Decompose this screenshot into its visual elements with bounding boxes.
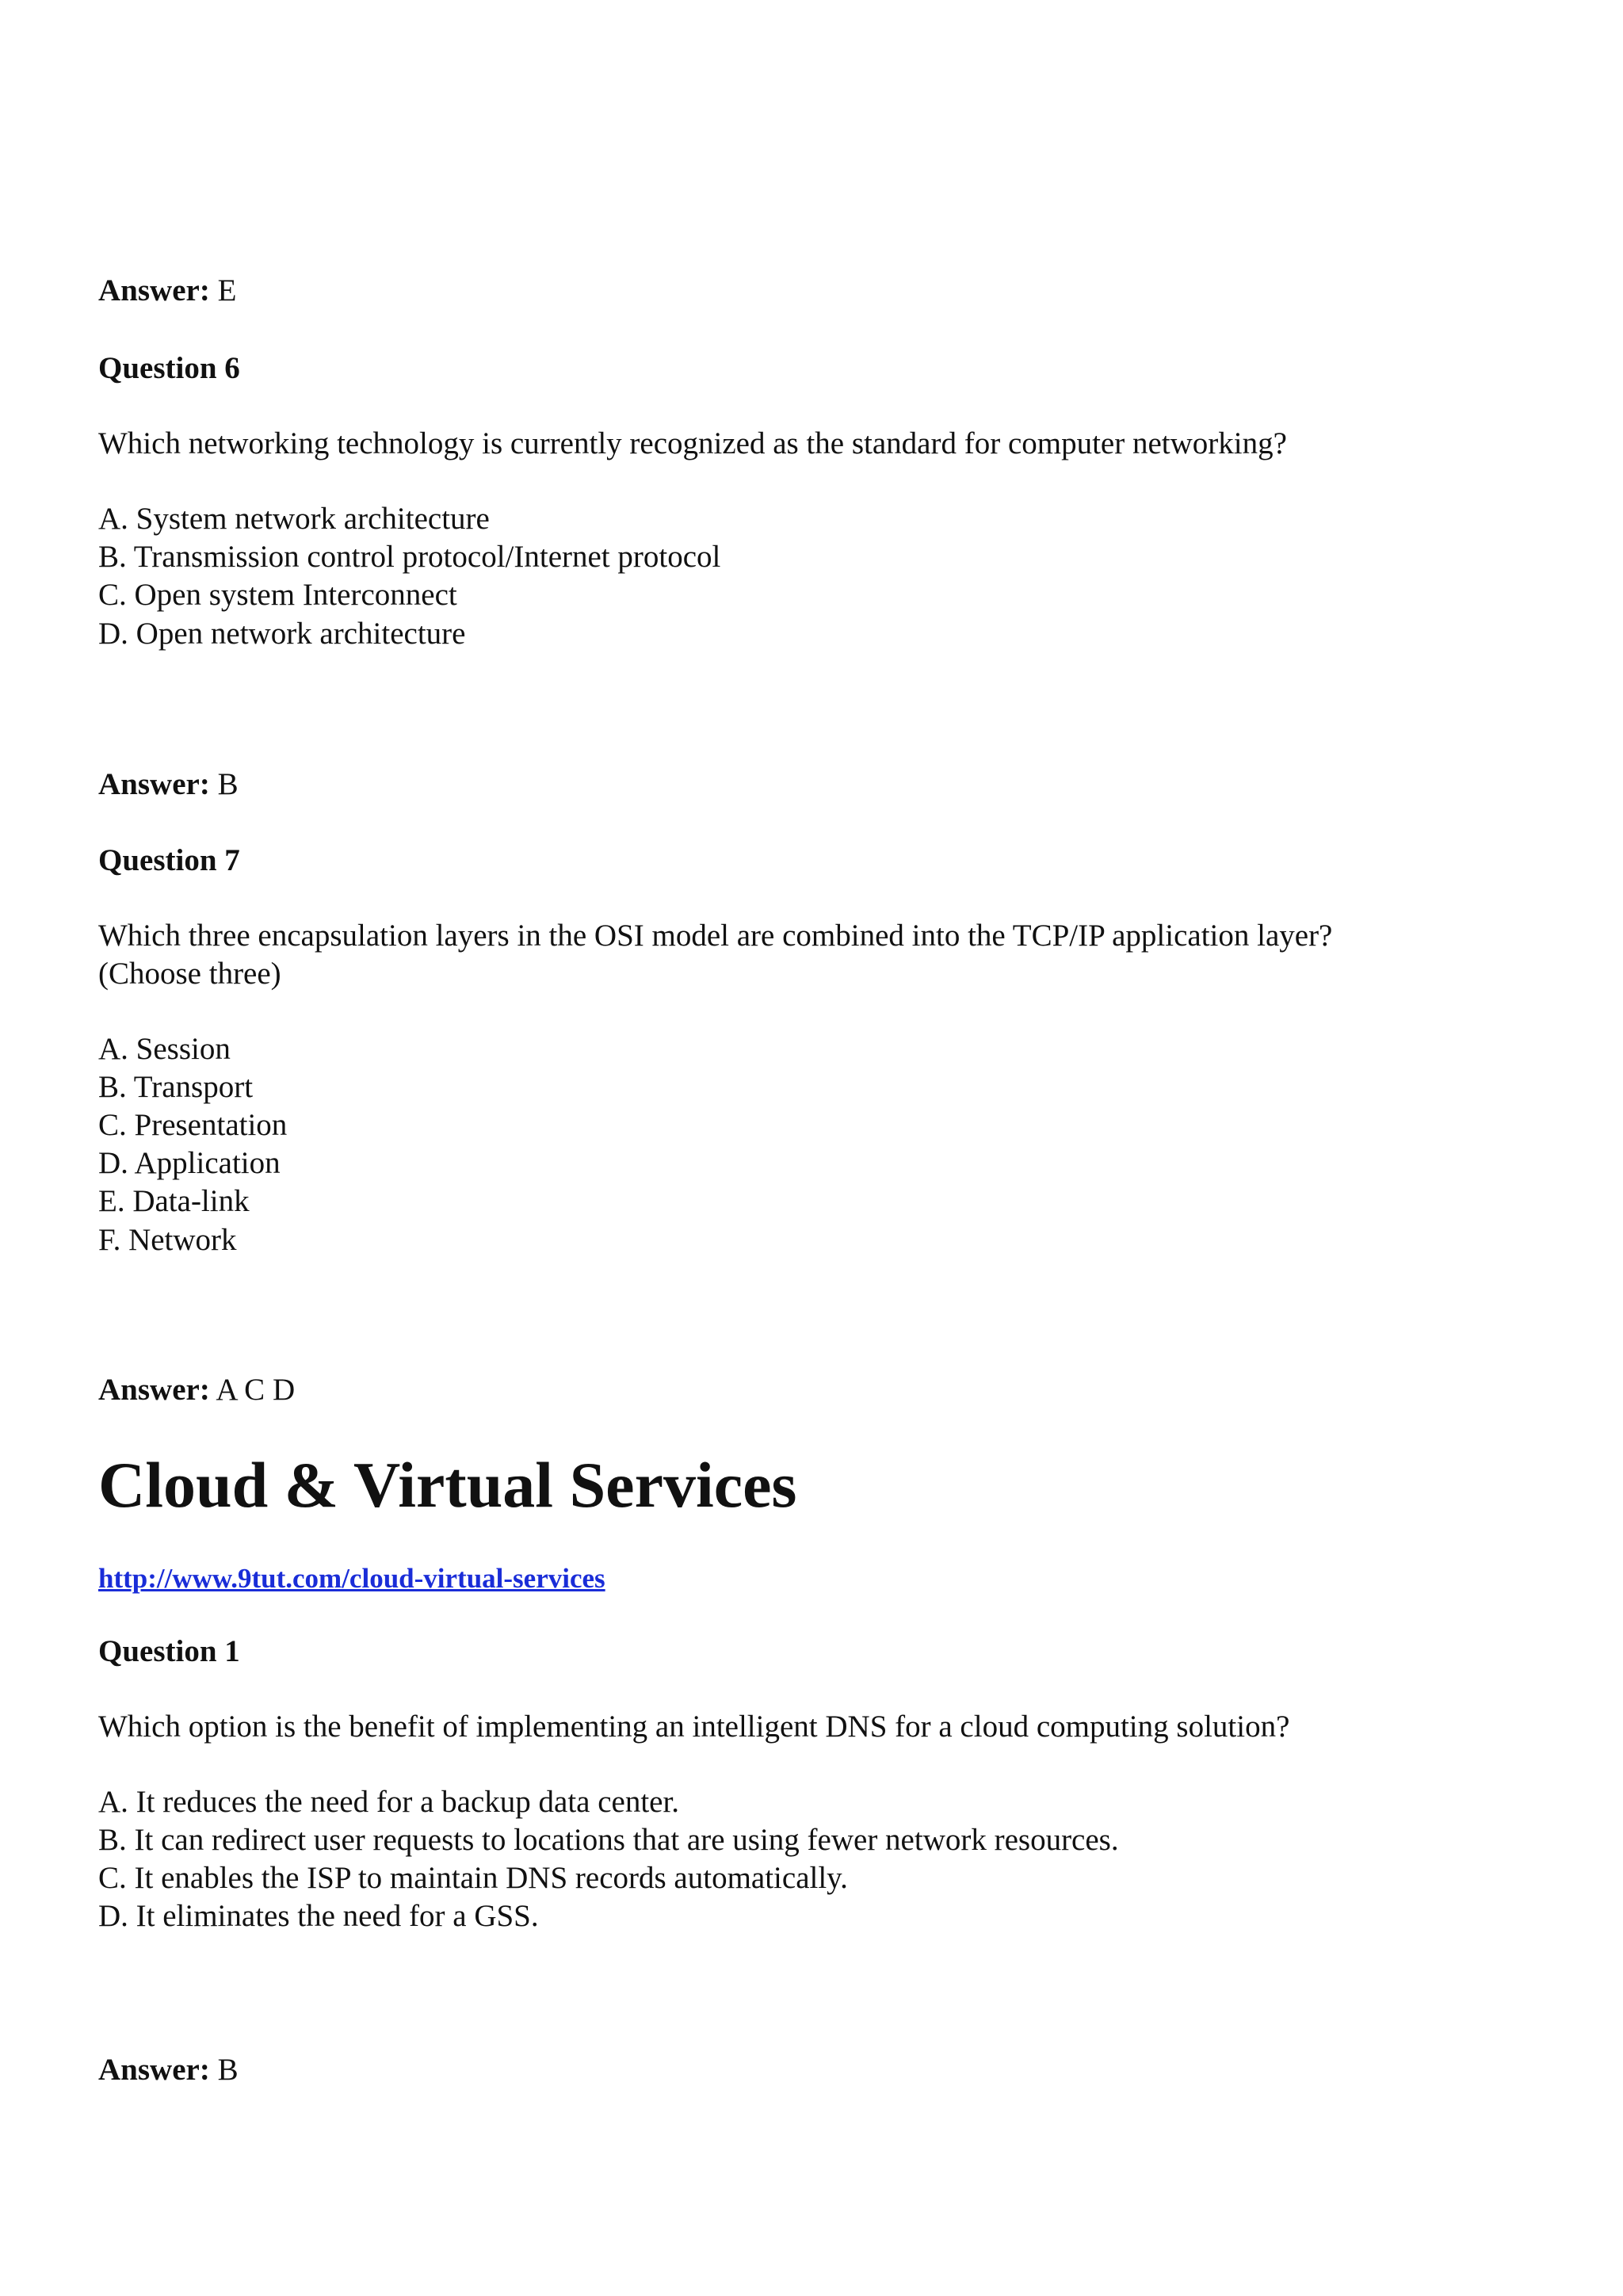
answer-value: A C D [216,1373,296,1407]
answer-label: Answer: [98,2053,210,2087]
question-text: Which networking technology is currently recognized as the standard for computer networking? [98,426,1287,460]
section-link[interactable]: http://www.9tut.com/cloud-virtual-services [98,1563,605,1594]
answer-label: Answer: [98,1373,210,1407]
question-title: Question 6 [98,351,240,385]
answer-line [98,272,236,310]
option-item: D. Application [98,1146,281,1180]
option-item: C. Open system Interconnect [98,578,457,612]
option-item: B. It can redirect user requests to locations that are using fewer network resources. [98,1823,1119,1857]
answer-value: B [217,2053,239,2087]
section-heading: Cloud & Virtual Services [98,1449,797,1521]
answer-label: Answer: [98,767,210,801]
question-text: Which option is the benefit of implementing an intelligent DNS for a cloud computing solution? [98,1710,1290,1744]
option-item: B. Transport [98,1070,254,1104]
option-item: D. Open network architecture [98,617,466,651]
option-item: A. It reduces the need for a backup data center. [98,1785,680,1819]
option-item: B. Transmission control protocol/Internet protocol [98,540,721,574]
question-text: (Choose three) [98,957,281,991]
answer-line [98,766,239,804]
option-item: F. Network [98,1223,237,1257]
option-item: D. It eliminates the need for a GSS. [98,1899,539,1933]
option-item: A. System network architecture [98,502,490,536]
option-item: C. Presentation [98,1108,288,1142]
question-title: Question 7 [98,843,240,877]
answer-value: E [217,273,237,308]
question-title: Question 1 [98,1634,240,1668]
answer-label: Answer: [98,273,210,308]
answer-line [98,1371,295,1409]
option-item: A. Session [98,1032,231,1066]
answer-value: B [217,767,239,801]
question-text: Which three encapsulation layers in the OSI model are combined into the TCP/IP application layer? [98,919,1333,953]
option-item: E. Data-link [98,1184,250,1218]
option-item: C. It enables the ISP to maintain DNS records automatically. [98,1861,848,1895]
answer-line [98,2051,239,2089]
